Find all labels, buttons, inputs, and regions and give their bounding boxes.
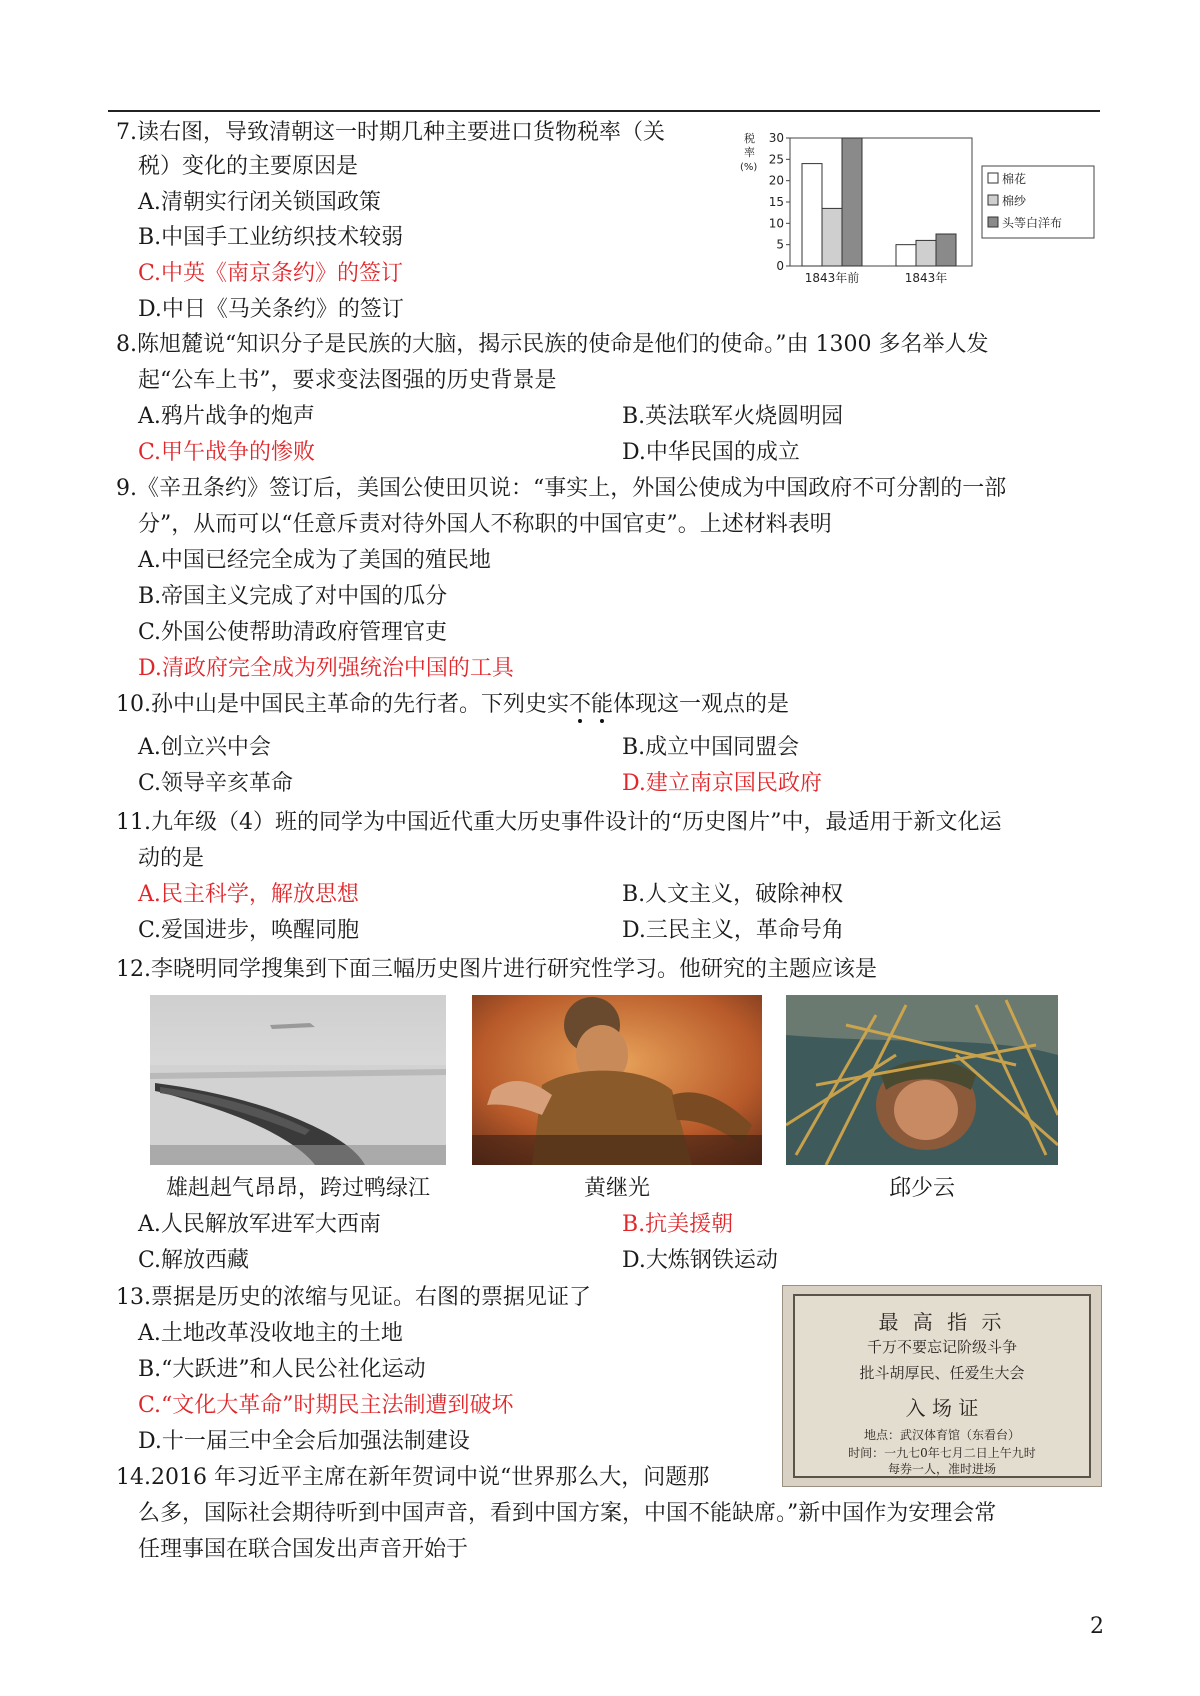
ticket-line7: 每券一人，准时进场: [887, 1462, 996, 1476]
q8-stem-line1: 8.陈旭麓说“知识分子是民族的大脑，揭示民族的使命是他们的使命。”由 1300 多名举人发: [116, 332, 989, 357]
qiu-shaoyun-painting: [786, 995, 1058, 1165]
admission-ticket-image: [782, 1285, 1102, 1487]
legend-swatch-cloth: [988, 217, 998, 227]
bar-1-0: [896, 245, 916, 266]
bar-0-1: [822, 208, 842, 266]
page-number: 2: [1090, 1614, 1104, 1639]
bar-0-2: [842, 138, 862, 266]
tariff-bar-chart: [740, 128, 1100, 318]
yalu-crossing-photo: [150, 995, 446, 1165]
legend-label-cloth: 头等白洋布: [1002, 216, 1063, 230]
q9-option-b: B.帝国主义完成了对中国的瓜分: [138, 584, 448, 609]
bar-1-1: [916, 240, 936, 266]
q12-stem: 12.李晓明同学搜集到下面三幅历史图片进行研究性学习。他研究的主题应该是: [116, 957, 877, 982]
q10-option-b: B.成立中国同盟会: [622, 735, 800, 760]
q7-option-a: A.清朝实行闭关锁国政策: [138, 190, 381, 215]
header-rule: [108, 110, 1100, 112]
q12-option-c: C.解放西藏: [138, 1248, 250, 1273]
ticket-line6: 时间：一九七0年七月二日上午九时: [848, 1446, 1036, 1460]
y-tick-label-6: 30: [768, 131, 784, 145]
y-tick-label-3: 15: [768, 195, 784, 209]
q14-stem-line2: 么多，国际社会期待听到中国声音，看到中国方案，中国不能缺席。”新中国作为安理会常: [138, 1501, 997, 1526]
q11-option-a-answer: A.民主科学，解放思想: [138, 882, 359, 907]
legend-label-cotton: 棉花: [1002, 172, 1027, 186]
x-tick-label-0: 1843年前: [804, 271, 860, 285]
legend-label-yarn: 棉纱: [1002, 194, 1027, 208]
q10-option-d-answer: D.建立南京国民政府: [622, 771, 822, 796]
chart-ylabel-c: (%): [740, 162, 758, 173]
chart-ylabel-a: 税: [744, 132, 755, 145]
photo2-caption: 黄继光: [583, 1176, 650, 1201]
q8-option-c-answer: C.甲午战争的惨败: [138, 440, 316, 465]
y-tick-label-0: 0: [776, 259, 784, 273]
photo3-caption: 邱少云: [888, 1176, 955, 1201]
q10-option-a: A.创立兴中会: [138, 735, 271, 760]
q8-option-d: D.中华民国的成立: [622, 440, 800, 465]
ticket-line5: 地点：武汉体育馆（东看台）: [863, 1428, 1020, 1442]
q8-option-b: B.英法联军火烧圆明园: [622, 404, 844, 429]
q11-option-c: C.爱国进步，唤醒同胞: [138, 918, 360, 943]
chart-ylabel-b: 率: [744, 146, 755, 159]
q7-option-b: B.中国手工业纺织技术较弱: [138, 225, 404, 250]
q9-option-c: C.外国公使帮助清政府管理官吏: [138, 620, 448, 645]
chart-legend: [982, 166, 1094, 238]
photo1-caption: 雄赳赳气昂昂，跨过鸭绿江: [165, 1176, 430, 1201]
q12-option-d: D.大炼钢铁运动: [622, 1248, 778, 1273]
q12-option-b-answer: B.抗美援朝: [622, 1212, 734, 1237]
ticket-line2: 千万不要忘记阶级斗争: [866, 1338, 1017, 1356]
q10-stem-pre: 10.孙中山是中国民主革命的先行者。下列史实: [116, 692, 569, 717]
ticket-line1: 最 高 指 示: [878, 1310, 1006, 1334]
q14-stem-line1: 14.2016 年习近平主席在新年贺词中说“世界那么大，问题那: [116, 1465, 710, 1490]
y-tick-label-4: 20: [768, 173, 784, 188]
q10-emphasis-2: 能: [591, 692, 614, 717]
q10-option-c: C.领导辛亥革命: [138, 771, 294, 796]
q13-option-a: A.土地改革没收地主的土地: [138, 1321, 403, 1346]
q9-option-a: A.中国已经完全成为了美国的殖民地: [138, 548, 491, 573]
x-tick-label-1: 1843年: [904, 271, 948, 285]
legend-swatch-yarn: [988, 195, 998, 205]
q10-emphasis-1: 不: [569, 692, 592, 717]
q7-stem-line1: 7.读右图，导致清朝这一时期几种主要进口货物税率（关: [116, 120, 665, 145]
q9-stem-line1: 9.《辛丑条约》签订后，美国公使田贝说：“事实上，外国公使成为中国政府不可分割的一部: [116, 476, 1007, 501]
q9-stem-line2: 分”，从而可以“任意斥责对待外国人不称职的中国官吏”。上述材料表明: [138, 512, 832, 537]
q11-stem-line2: 动的是: [138, 846, 205, 871]
q7-option-c-answer: C.中英《南京条约》的签订: [138, 261, 404, 286]
ticket-line3: 批斗胡厚民、任爱生大会: [859, 1364, 1025, 1382]
q13-stem: 13.票据是历史的浓缩与见证。右图的票据见证了: [116, 1285, 591, 1310]
q10-stem: [116, 690, 789, 720]
y-tick-label-2: 10: [768, 216, 784, 231]
ticket-frame: [793, 1294, 1091, 1478]
q13-option-c-answer: C.“文化大革命”时期民主法制遭到破坏: [138, 1393, 514, 1418]
bar-1-2: [936, 234, 956, 266]
legend-swatch-cotton: [988, 173, 998, 183]
y-tick-label-5: 25: [768, 152, 784, 167]
q10-stem-post: 体现这一观点的是: [613, 692, 790, 717]
y-tick-label-1: 5: [776, 237, 784, 252]
q11-option-b: B.人文主义，破除神权: [622, 882, 844, 907]
q9-option-d-answer: D.清政府完全成为列强统治中国的工具: [138, 656, 514, 681]
q7-stem-line2: 税）变化的主要原因是: [138, 154, 359, 179]
q8-stem-line2: 起“公车上书”，要求变法图强的历史背景是: [138, 368, 557, 393]
huang-jiguang-painting: [472, 995, 762, 1165]
q7-option-d: D.中日《马关条约》的签订: [138, 297, 404, 322]
chart-plot-area: [769, 131, 972, 285]
q11-stem-line1: 11.九年级（4）班的同学为中国近代重大历史事件设计的“历史图片”中，最适用于新文化运: [116, 810, 1002, 835]
q13-option-d: D.十一届三中全会后加强法制建设: [138, 1429, 470, 1454]
bar-0-0: [802, 164, 822, 266]
q14-stem-line3: 任理事国在联合国发出声音开始于: [138, 1537, 469, 1562]
q8-option-a: A.鸦片战争的炮声: [138, 404, 315, 429]
q13-option-b: B.“大跃进”和人民公社化运动: [138, 1357, 426, 1382]
q12-option-a: A.人民解放军进军大西南: [138, 1212, 381, 1237]
q11-option-d: D.三民主义，革命号角: [622, 918, 844, 943]
ticket-line4: 入 场 证: [905, 1396, 979, 1420]
